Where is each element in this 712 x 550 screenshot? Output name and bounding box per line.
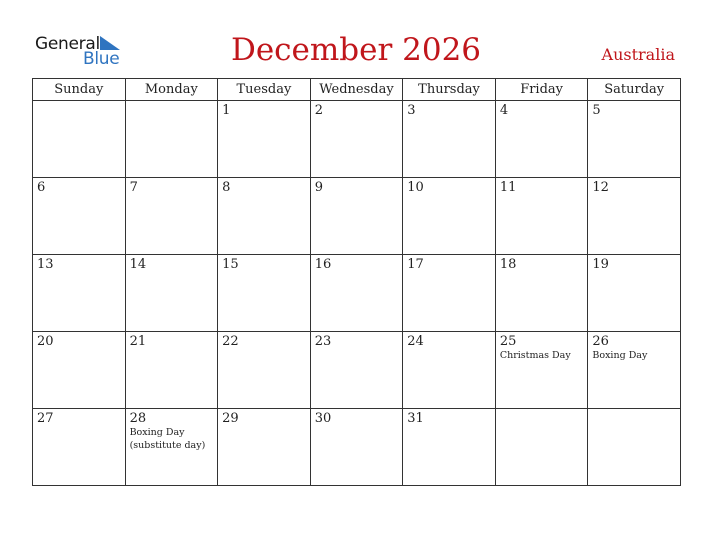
day-cell bbox=[495, 178, 588, 255]
day-number: 20 bbox=[37, 334, 54, 349]
day-number: 31 bbox=[407, 411, 424, 426]
week-row bbox=[33, 101, 681, 178]
day-cell bbox=[588, 409, 681, 486]
day-number: 24 bbox=[407, 334, 424, 349]
day-number: 2 bbox=[314, 103, 323, 118]
day-cell bbox=[310, 255, 403, 332]
logo-text-general: General bbox=[35, 34, 100, 54]
week-row bbox=[33, 332, 681, 409]
day-number: 21 bbox=[129, 334, 147, 349]
day-number: 27 bbox=[37, 411, 54, 426]
day-cell bbox=[403, 409, 496, 486]
day-cell bbox=[218, 255, 311, 332]
day-number: 22 bbox=[222, 334, 239, 349]
day-number: 14 bbox=[129, 257, 147, 272]
day-cell bbox=[33, 255, 126, 332]
day-number: 26 bbox=[592, 334, 609, 349]
day-cell bbox=[125, 332, 218, 409]
day-number: 9 bbox=[314, 180, 323, 195]
day-number: 12 bbox=[592, 180, 609, 195]
day-number: 1 bbox=[222, 103, 231, 118]
day-cell bbox=[218, 178, 311, 255]
day-number: 10 bbox=[407, 180, 424, 195]
day-cell bbox=[125, 178, 218, 255]
day-cell bbox=[588, 255, 681, 332]
day-number: 6 bbox=[37, 180, 46, 195]
day-number: 18 bbox=[499, 257, 517, 272]
day-number: 29 bbox=[222, 411, 239, 426]
day-cell bbox=[495, 409, 588, 486]
day-cell bbox=[495, 101, 588, 178]
day-cell bbox=[33, 178, 126, 255]
day-number: 8 bbox=[222, 180, 231, 195]
logo-text-blue: Blue bbox=[83, 49, 120, 69]
day-cell bbox=[310, 178, 403, 255]
day-cell bbox=[125, 409, 218, 486]
day-number: 19 bbox=[592, 257, 609, 272]
calendar-grid bbox=[32, 78, 681, 486]
day-cell bbox=[310, 101, 403, 178]
holiday-label: Boxing Day bbox=[592, 350, 648, 361]
day-cell bbox=[218, 409, 311, 486]
day-cell bbox=[33, 101, 126, 178]
day-number: 25 bbox=[499, 334, 517, 349]
day-cell bbox=[403, 332, 496, 409]
day-cell bbox=[125, 101, 218, 178]
day-cell bbox=[33, 332, 126, 409]
day-cell bbox=[495, 332, 588, 409]
day-number: 15 bbox=[222, 257, 239, 272]
day-cell bbox=[588, 178, 681, 255]
day-cell bbox=[403, 178, 496, 255]
weekday-header-row bbox=[33, 79, 681, 101]
day-number: 28 bbox=[129, 411, 147, 426]
day-number: 13 bbox=[37, 257, 54, 272]
day-number: 3 bbox=[407, 103, 416, 118]
day-cell bbox=[33, 409, 126, 486]
day-number: 11 bbox=[499, 180, 517, 195]
day-cell bbox=[125, 255, 218, 332]
week-row bbox=[33, 255, 681, 332]
day-cell bbox=[403, 101, 496, 178]
holiday-label: (substitute day) bbox=[129, 440, 206, 451]
week-row bbox=[33, 409, 681, 486]
day-cell bbox=[218, 101, 311, 178]
holiday-label: Boxing Day bbox=[129, 427, 185, 438]
weekday-header: Sunday bbox=[33, 79, 126, 101]
country-label: Australia bbox=[601, 45, 675, 64]
day-cell bbox=[495, 255, 588, 332]
weekday-header: Friday bbox=[495, 79, 588, 101]
day-cell bbox=[218, 332, 311, 409]
day-number: 17 bbox=[407, 257, 424, 272]
weekday-header: Tuesday bbox=[218, 79, 311, 101]
day-number: 7 bbox=[129, 180, 138, 195]
day-cell bbox=[588, 332, 681, 409]
day-number: 23 bbox=[314, 334, 332, 349]
day-number: 4 bbox=[499, 103, 509, 118]
day-cell bbox=[403, 255, 496, 332]
day-number: 30 bbox=[314, 411, 332, 426]
weekday-header: Wednesday bbox=[310, 79, 403, 101]
day-cell bbox=[310, 332, 403, 409]
day-cell bbox=[310, 409, 403, 486]
holiday-label: Christmas Day bbox=[499, 350, 571, 361]
calendar-title: December 2026 bbox=[230, 32, 482, 68]
weekday-header: Saturday bbox=[588, 79, 681, 101]
weekday-header: Monday bbox=[125, 79, 218, 101]
day-number: 16 bbox=[314, 257, 332, 272]
weekday-header: Thursday bbox=[403, 79, 496, 101]
day-cell bbox=[588, 101, 681, 178]
week-row bbox=[33, 178, 681, 255]
day-number: 5 bbox=[592, 103, 601, 118]
